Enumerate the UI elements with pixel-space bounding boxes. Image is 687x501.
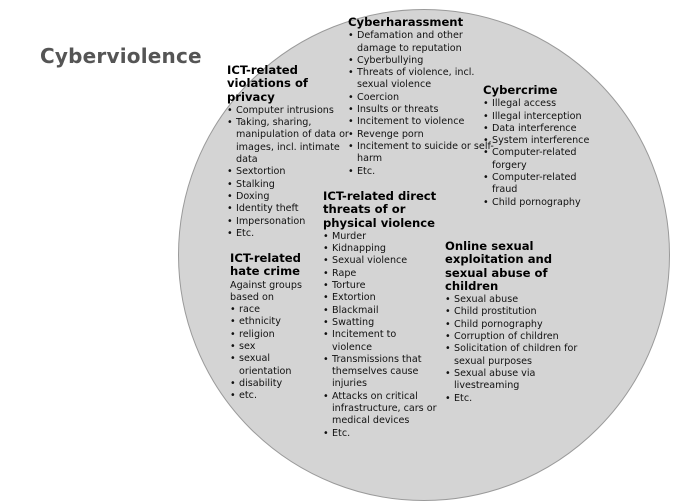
list-item: • Solicitation of children for sexual purposes (445, 343, 593, 368)
list-item: • Sexual abuse via livestreaming (445, 368, 593, 393)
category-intro: Against groups based on (230, 279, 302, 303)
category-child-exploitation (445, 240, 593, 405)
list-item: • Threats of violence, incl. sexual violence (348, 67, 496, 92)
category-list (483, 98, 601, 209)
list-item: • Rape (323, 268, 438, 280)
list-item: • Child prostitution (445, 306, 593, 318)
list-item: • Etc. (227, 228, 352, 240)
list-item: • Extortion (323, 292, 438, 304)
list-item: • Incitement to suicide or self-harm (348, 141, 496, 166)
category-list (323, 231, 438, 440)
list-item: • System interference (483, 135, 601, 147)
list-item: • Computer intrusions (227, 105, 352, 117)
diagram-title: Cyberviolence (40, 44, 202, 68)
list-item: • ethnicity (230, 316, 320, 328)
category-heading: ICT-related hate crime (230, 251, 301, 279)
list-item: • Murder (323, 231, 438, 243)
category-list (445, 294, 593, 405)
list-item: • Kidnapping (323, 243, 438, 255)
category-hate-crime (230, 252, 320, 403)
list-item: • Coercion (348, 92, 496, 104)
list-item: • disability (230, 378, 320, 390)
category-heading: Cyberharassment (348, 15, 464, 29)
list-item: • Insults or threats (348, 104, 496, 116)
list-item: • Sextortion (227, 166, 352, 178)
list-item: • Swatting (323, 317, 438, 329)
list-item: • sex (230, 341, 320, 353)
category-heading: Online sexual exploitation and sexual abuse of children (445, 239, 553, 293)
category-threats (323, 190, 438, 440)
list-item: • Blackmail (323, 305, 438, 317)
list-item: • Etc. (323, 428, 438, 440)
list-item: • religion (230, 329, 320, 341)
category-list (230, 304, 320, 402)
list-item: • Computer-related fraud (483, 172, 601, 197)
list-item: • Doxing (227, 191, 352, 203)
list-item: • Incitement to violence (323, 329, 438, 354)
list-item: • Identity theft (227, 203, 352, 215)
list-item: • Illegal interception (483, 111, 601, 123)
category-harassment (348, 16, 496, 178)
list-item: • sexual orientation (230, 353, 320, 378)
category-heading: Cybercrime (483, 83, 558, 97)
list-item: • Data interference (483, 123, 601, 135)
list-item: • Revenge porn (348, 129, 496, 141)
list-item: • Corruption of children (445, 331, 593, 343)
list-item: • Etc. (445, 393, 593, 405)
list-item: • Taking, sharing, manipulation of data or images, incl. intimate data (227, 117, 352, 166)
list-item: • Etc. (348, 166, 496, 178)
list-item: • Defamation and other damage to reputation (348, 30, 496, 55)
list-item: • Incitement to violence (348, 116, 496, 128)
category-heading: ICT-related violations of privacy (227, 63, 308, 104)
list-item: • Attacks on critical infrastructure, cars or medical devices (323, 391, 438, 428)
category-heading: ICT-related direct threats of or physical violence (323, 189, 437, 230)
category-list (348, 30, 496, 178)
list-item: • Torture (323, 280, 438, 292)
list-item: • Cyberbullying (348, 55, 496, 67)
category-cybercrime (483, 84, 601, 209)
list-item: • etc. (230, 390, 320, 402)
list-item: • Sexual violence (323, 255, 438, 267)
list-item: • Stalking (227, 179, 352, 191)
list-item: • Illegal access (483, 98, 601, 110)
list-item: • Transmissions that themselves cause injuries (323, 354, 438, 391)
list-item: • race (230, 304, 320, 316)
list-item: • Sexual abuse (445, 294, 593, 306)
list-item: • Impersonation (227, 216, 352, 228)
list-item: • Child pornography (483, 197, 601, 209)
list-item: • Computer-related forgery (483, 147, 601, 172)
list-item: • Child pornography (445, 319, 593, 331)
